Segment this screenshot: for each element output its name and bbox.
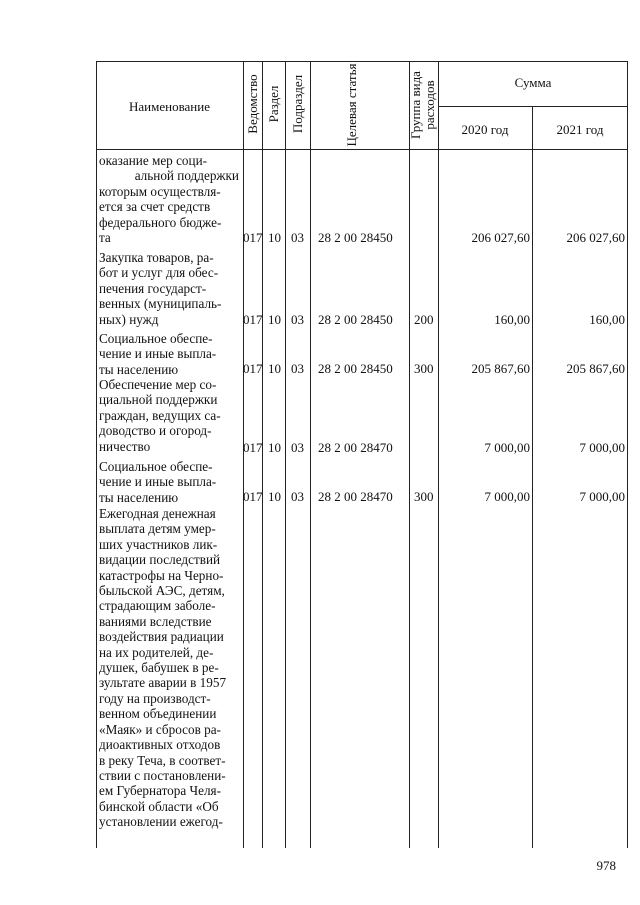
sum-2020-cell: 7 000,00 xyxy=(484,440,530,455)
podrazdel-cell: 03 xyxy=(291,361,304,376)
ved-cell: 017 xyxy=(243,230,263,245)
podrazdel-cell: 03 xyxy=(291,489,304,504)
celevaya-cell: 28 2 00 28450 xyxy=(318,312,393,327)
column-divider xyxy=(409,61,410,848)
ved-cell: 017 xyxy=(243,489,263,504)
sum-2021-cell: 205 867,60 xyxy=(566,361,625,376)
summa-divider xyxy=(438,106,628,107)
razdel-cell: 10 xyxy=(268,230,281,245)
row-description: Социальное обеспе- чение и иные выпла- ты населению xyxy=(99,331,217,377)
table-border-right xyxy=(627,61,628,848)
header-name: Наименование xyxy=(129,99,210,114)
gruppa-cell: 200 xyxy=(414,312,434,327)
sum-2020-cell: 7 000,00 xyxy=(484,489,530,504)
header-summa: Сумма xyxy=(514,75,552,90)
gruppa-cell: 300 xyxy=(414,489,434,504)
podrazdel-cell: 03 xyxy=(291,440,304,455)
razdel-cell: 10 xyxy=(268,312,281,327)
sum-2020-cell: 205 867,60 xyxy=(471,361,530,376)
podrazdel-cell: 03 xyxy=(291,230,304,245)
ved-cell: 017 xyxy=(243,312,263,327)
header-podrazdel: Подраздел xyxy=(290,74,305,134)
row-description: Ежегодная денежная выплата детям умер- ших участников лик- видации последствий катастрофы на Черно- быльской АЭС, детям, страдающим заболе- ваниями вследствие воздействия радиации на их родителей, де- душек, бабушек в ре- зультате аварии в 1957 году на производст- венном объединении «Маяк» и сбросов ра- диоактивных отходов в реку Теча, в соответ- ствии с постановлени- ем Губернатора Челя- бинской области «Об установлении ежегод- xyxy=(99,506,227,830)
sum-2020-cell: 160,00 xyxy=(494,312,530,327)
sum-2020-cell: 206 027,60 xyxy=(471,230,530,245)
row-description: оказание мер соци- альной поддержки которым осуществля- ется за счет средств федерального бюдже- та xyxy=(99,153,239,246)
razdel-cell: 10 xyxy=(268,361,281,376)
ved-cell: 017 xyxy=(243,361,263,376)
ved-cell: 017 xyxy=(243,440,263,455)
celevaya-cell: 28 2 00 28450 xyxy=(318,361,393,376)
razdel-cell: 10 xyxy=(268,440,281,455)
header-razdel: Раздел xyxy=(266,85,281,123)
column-divider xyxy=(310,61,311,848)
header-vedomstvo: Ведомство xyxy=(245,74,260,134)
row-description: Обеспечение мер со- циальной поддержки граждан, ведущих са- доводство и огород- ничество xyxy=(99,377,221,454)
table-border-left xyxy=(96,61,97,848)
header-gruppa: Группа вида расходов xyxy=(408,71,437,139)
celevaya-cell: 28 2 00 28470 xyxy=(318,440,393,455)
row-description: Социальное обеспе- чение и иные выпла- ты населению xyxy=(99,459,217,505)
sum-2021-cell: 7 000,00 xyxy=(579,489,625,504)
razdel-cell: 10 xyxy=(268,489,281,504)
row-description: Закупка товаров, ра- бот и услуг для обес- печения государст- венных (муниципаль- ных) нужд xyxy=(99,250,222,327)
header-year-2020: 2020 год xyxy=(461,122,509,137)
celevaya-cell: 28 2 00 28450 xyxy=(318,230,393,245)
page-number: 978 xyxy=(596,858,616,873)
gruppa-cell: 300 xyxy=(414,361,434,376)
sum-2021-cell: 160,00 xyxy=(589,312,625,327)
budget-table xyxy=(96,61,628,848)
celevaya-cell: 28 2 00 28470 xyxy=(318,489,393,504)
sum-2021-cell: 7 000,00 xyxy=(579,440,625,455)
column-divider xyxy=(532,106,533,848)
sum-2021-cell: 206 027,60 xyxy=(566,230,625,245)
podrazdel-cell: 03 xyxy=(291,312,304,327)
column-divider xyxy=(285,61,286,848)
header-year-2021: 2021 год xyxy=(556,122,604,137)
header-celevaya: Целевая статья xyxy=(344,63,359,147)
